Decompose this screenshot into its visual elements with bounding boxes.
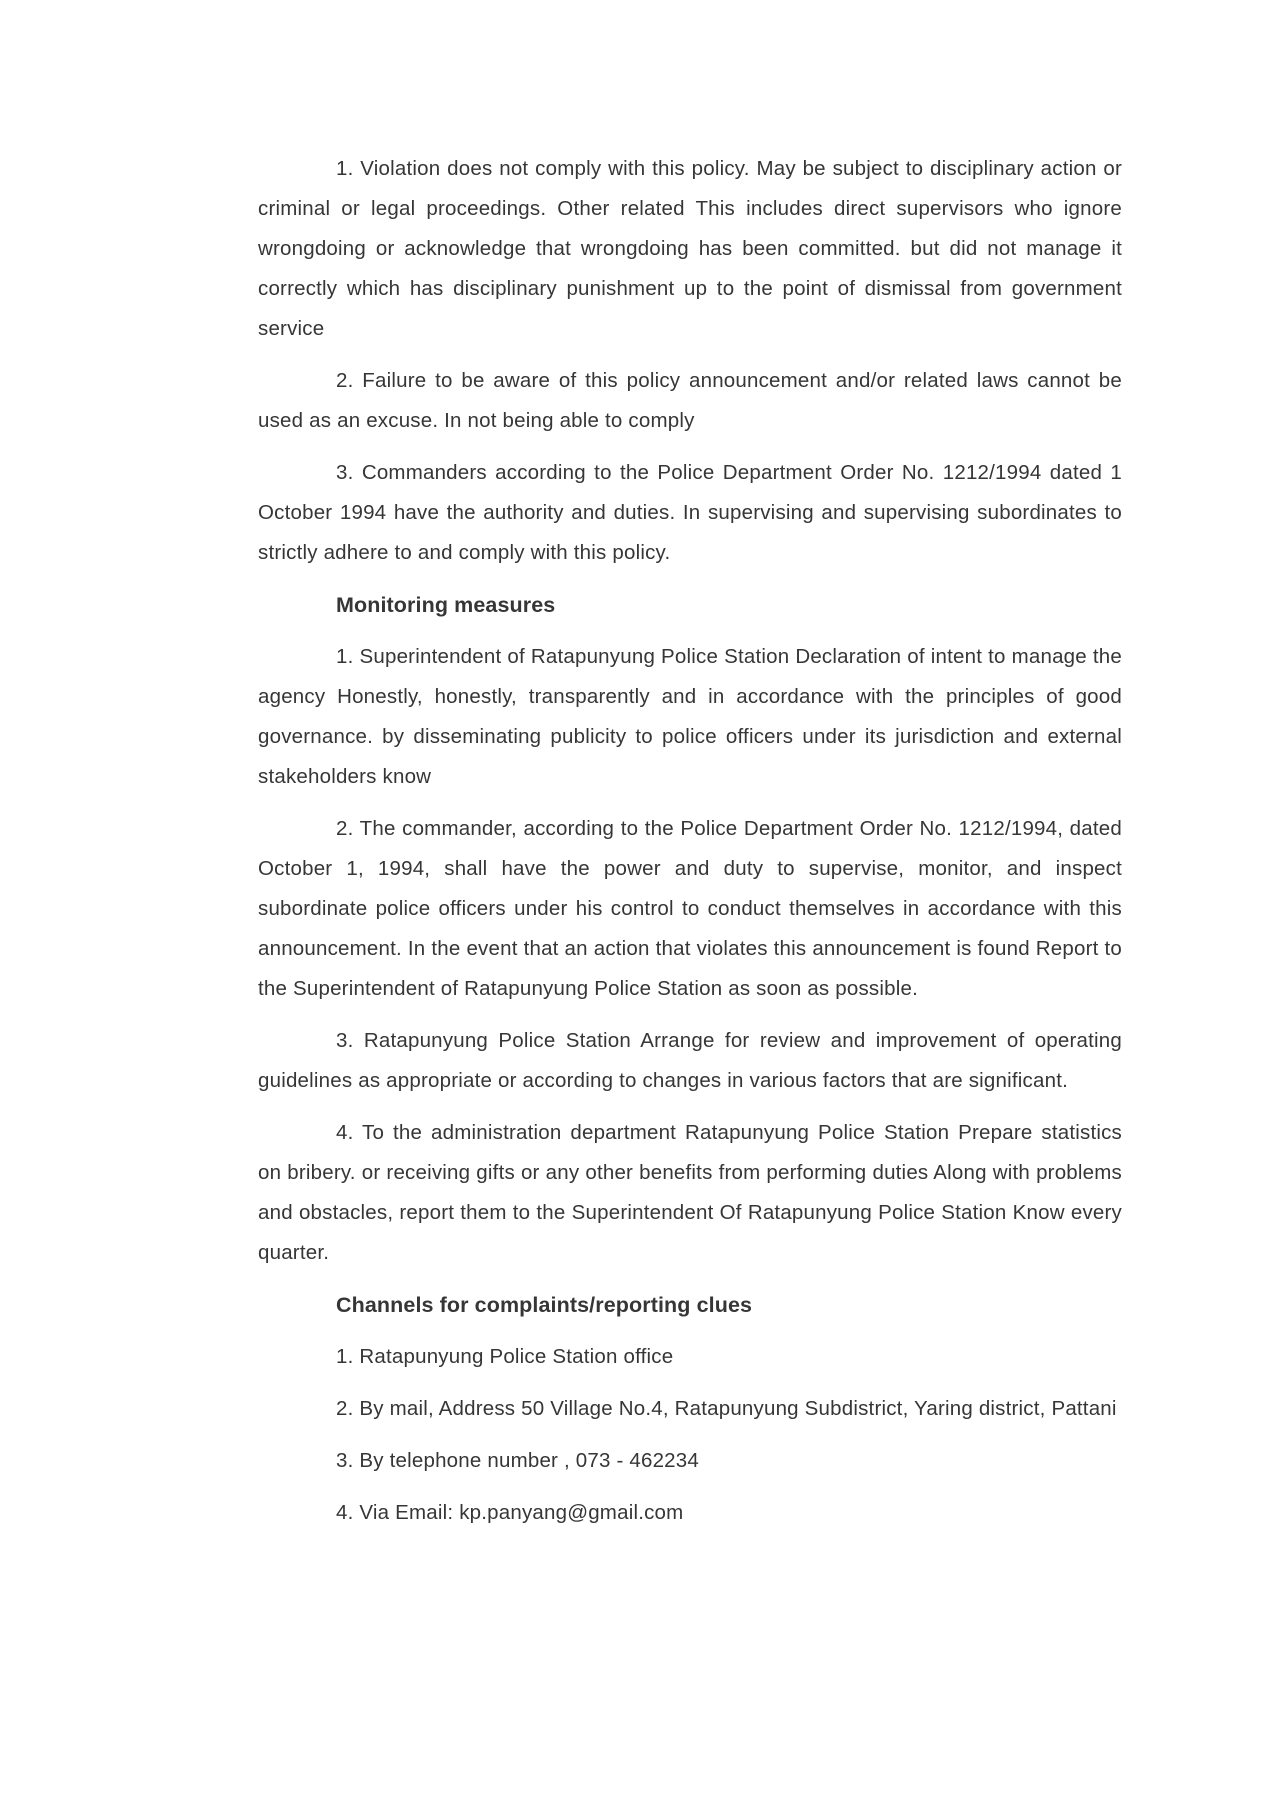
paragraph-failure-to-be-aware: 2. Failure to be aware of this policy announcement and/or related laws cannot be used as an excuse. In not being able to comply [258, 369, 1122, 432]
channel-item-via-email: 4. Via Email: kp.panyang@gmail.com [336, 1501, 684, 1524]
paragraph-commander-supervise: 2. The commander, according to the Police Department Order No. 1212/1994, dated October 1, 1994, shall have the power and duty to supervise, monitor, and inspect subordinate police officers under his control to conduct themselves in accordance with this announcement. In the event that an action that violates this announcement is found Report to the Superintendent of Ratapunyung Police Station as soon as possible. [258, 817, 1122, 1000]
channel-item-by-telephone: 3. By telephone number , 073 - 462234 [336, 1449, 699, 1472]
paragraph-violation-disciplinary: 1. Violation does not comply with this policy. May be subject to disciplinary action or criminal or legal proceedings. Other related This includes direct supervisors who ignore wrongdoing or acknowledge that wrongdoing has been committed. but did not manage it correctly which has disciplinary punishment up to the point of dismissal from government service [258, 157, 1122, 340]
paragraph-administration-statistics: 4. To the administration department Ratapunyung Police Station Prepare statistics on bribery. or receiving gifts or any other benefits from performing duties Along with problems and obstacles, report them to the Superintendent Of Ratapunyung Police Station Know every quarter. [258, 1121, 1122, 1264]
heading-channels-for-complaints: Channels for complaints/reporting clues [336, 1293, 753, 1317]
channel-item-station-office: 1. Ratapunyung Police Station office [336, 1345, 674, 1368]
paragraph-review-improvement: 3. Ratapunyung Police Station Arrange for review and improvement of operating guidelines as appropriate or according to changes in various factors that are significant. [258, 1029, 1122, 1092]
heading-monitoring-measures: Monitoring measures [336, 593, 556, 617]
channel-item-by-mail: 2. By mail, Address 50 Village No.4, Ratapunyung Subdistrict, Yaring district, Pattani [336, 1397, 1117, 1420]
paragraph-commanders-order: 3. Commanders according to the Police Department Order No. 1212/1994 dated 1 October 1994 have the authority and duties. In supervising and supervising subordinates to strictly adhere to and comply with this policy. [258, 461, 1122, 564]
paragraph-superintendent-declaration: 1. Superintendent of Ratapunyung Police Station Declaration of intent to manage the agency Honestly, honestly, transparently and in accordance with the principles of good governance. by disseminating publicity to police officers under its jurisdiction and external stakeholders know [258, 645, 1122, 788]
